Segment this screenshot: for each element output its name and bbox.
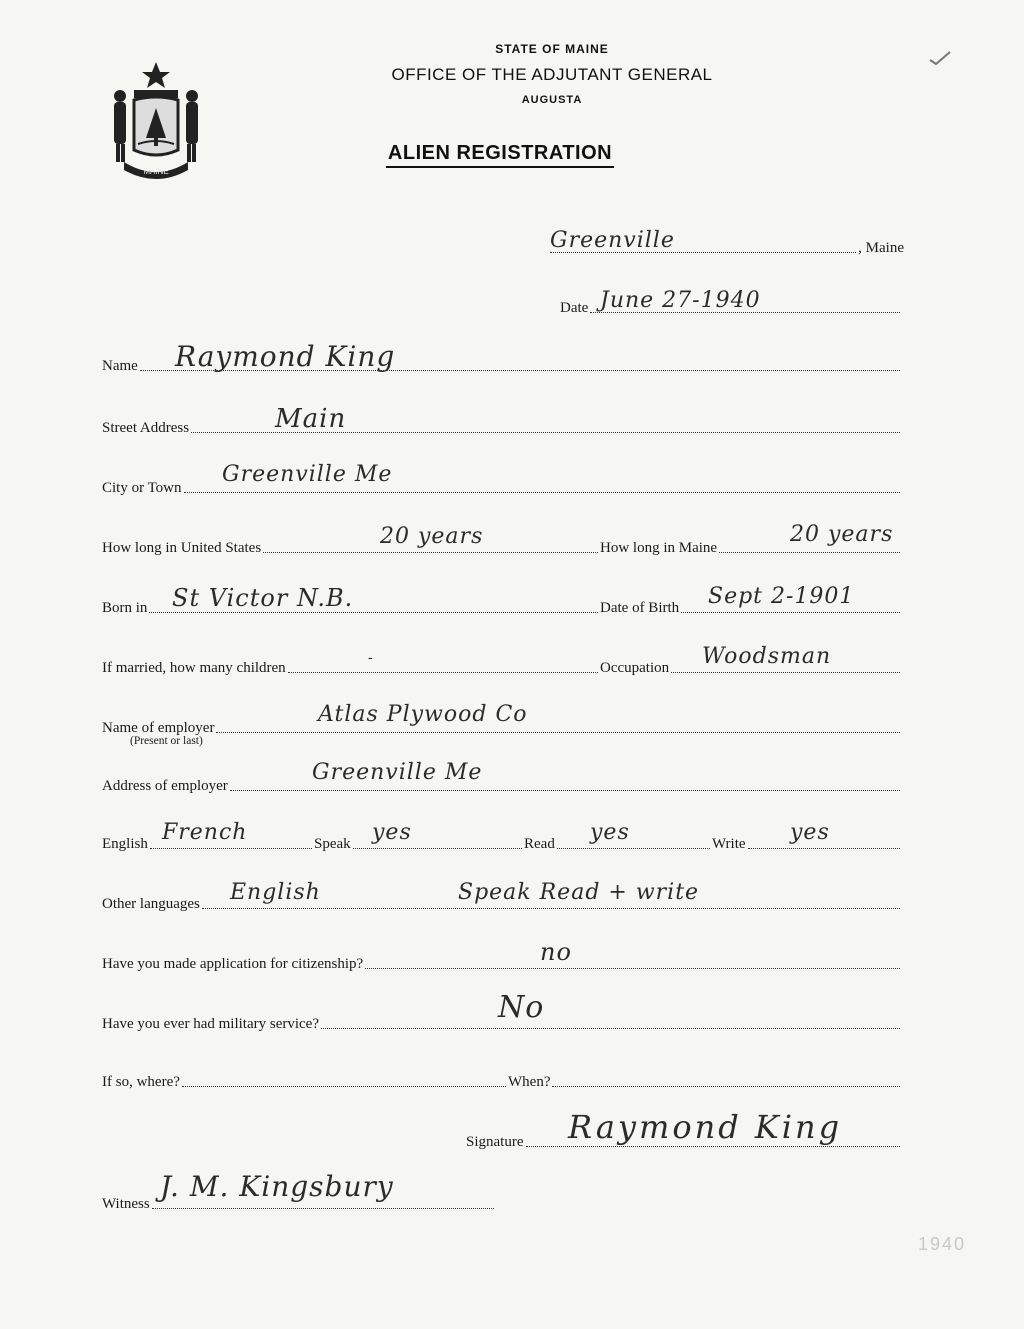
form-title bbox=[0, 142, 1024, 165]
employer-sub-label: (Present or last) bbox=[130, 735, 203, 747]
write-value: yes bbox=[790, 820, 830, 845]
date-label: Date bbox=[560, 300, 589, 316]
maine-label: , Maine bbox=[858, 240, 904, 256]
name-label: Name bbox=[102, 358, 138, 374]
employer-label: Name of employer bbox=[102, 720, 215, 736]
occupation-label: Occupation bbox=[600, 660, 670, 676]
how-long-maine-label: How long in Maine bbox=[600, 540, 718, 556]
children-value: - bbox=[368, 650, 374, 666]
how-long-us-value: 20 years bbox=[380, 524, 484, 549]
check-mark-icon bbox=[928, 48, 952, 66]
military-value: No bbox=[498, 990, 545, 1025]
signature-value: Raymond King bbox=[568, 1108, 843, 1146]
city-heading: AUGUSTA bbox=[521, 94, 583, 106]
other-languages-ability-value: Speak Read + write bbox=[458, 880, 700, 905]
speak-field[interactable] bbox=[314, 836, 524, 853]
born-in-label: Born in bbox=[102, 600, 148, 616]
citizenship-label: Have you made application for citizenship? bbox=[102, 956, 364, 972]
city-town-label: City or Town bbox=[102, 480, 182, 496]
when-field[interactable] bbox=[508, 1074, 902, 1091]
other-languages-label: Other languages bbox=[102, 896, 200, 912]
english-label: English bbox=[102, 836, 148, 852]
date-of-birth-label: Date of Birth bbox=[600, 600, 680, 616]
english-value: French bbox=[162, 820, 248, 845]
born-in-value: St Victor N.B. bbox=[172, 584, 354, 612]
where-field[interactable] bbox=[102, 1074, 508, 1091]
name-value: Raymond King bbox=[175, 340, 396, 373]
citizenship-value: no bbox=[540, 938, 572, 966]
employer-value: Atlas Plywood Co bbox=[318, 702, 528, 727]
street-value: Main bbox=[275, 404, 347, 434]
employer-address-field[interactable] bbox=[102, 778, 902, 795]
witness-label: Witness bbox=[102, 1196, 150, 1212]
employer-address-value: Greenville Me bbox=[312, 760, 483, 785]
citizenship-field[interactable] bbox=[102, 956, 902, 973]
employer-address-label: Address of employer bbox=[102, 778, 228, 794]
military-label: Have you ever had military service? bbox=[102, 1016, 319, 1032]
svg-text:MAINE: MAINE bbox=[143, 167, 169, 176]
speak-value: yes bbox=[372, 820, 412, 845]
where-label: If so, where? bbox=[102, 1074, 180, 1090]
town-value: Greenville bbox=[550, 228, 675, 253]
write-label: Write bbox=[712, 836, 746, 852]
date-value: June 27-1940 bbox=[600, 288, 761, 313]
state-heading: STATE OF MAINE bbox=[495, 42, 609, 56]
received-stamp: 1940 bbox=[918, 1234, 967, 1254]
signature-label: Signature bbox=[466, 1134, 524, 1150]
how-long-us-label: How long in United States bbox=[102, 540, 262, 556]
children-field[interactable] bbox=[102, 660, 600, 677]
occupation-value: Woodsman bbox=[702, 644, 832, 669]
witness-value: J. M. Kingsbury bbox=[160, 1170, 394, 1203]
children-label: If married, how many children bbox=[102, 660, 286, 676]
office-heading: OFFICE OF THE ADJUTANT GENERAL bbox=[391, 65, 713, 84]
city-town-value: Greenville Me bbox=[222, 462, 393, 487]
form-title-text: ALIEN REGISTRATION bbox=[386, 142, 614, 168]
street-field[interactable] bbox=[102, 420, 902, 437]
when-label: When? bbox=[508, 1074, 551, 1090]
speak-label: Speak bbox=[314, 836, 351, 852]
read-label: Read bbox=[524, 836, 555, 852]
date-of-birth-value: Sept 2-1901 bbox=[708, 584, 855, 609]
other-languages-value: English bbox=[230, 880, 321, 905]
read-value: yes bbox=[590, 820, 630, 845]
how-long-us-field[interactable] bbox=[102, 540, 600, 557]
how-long-maine-value: 20 years bbox=[790, 522, 894, 547]
street-label: Street Address bbox=[102, 420, 190, 436]
